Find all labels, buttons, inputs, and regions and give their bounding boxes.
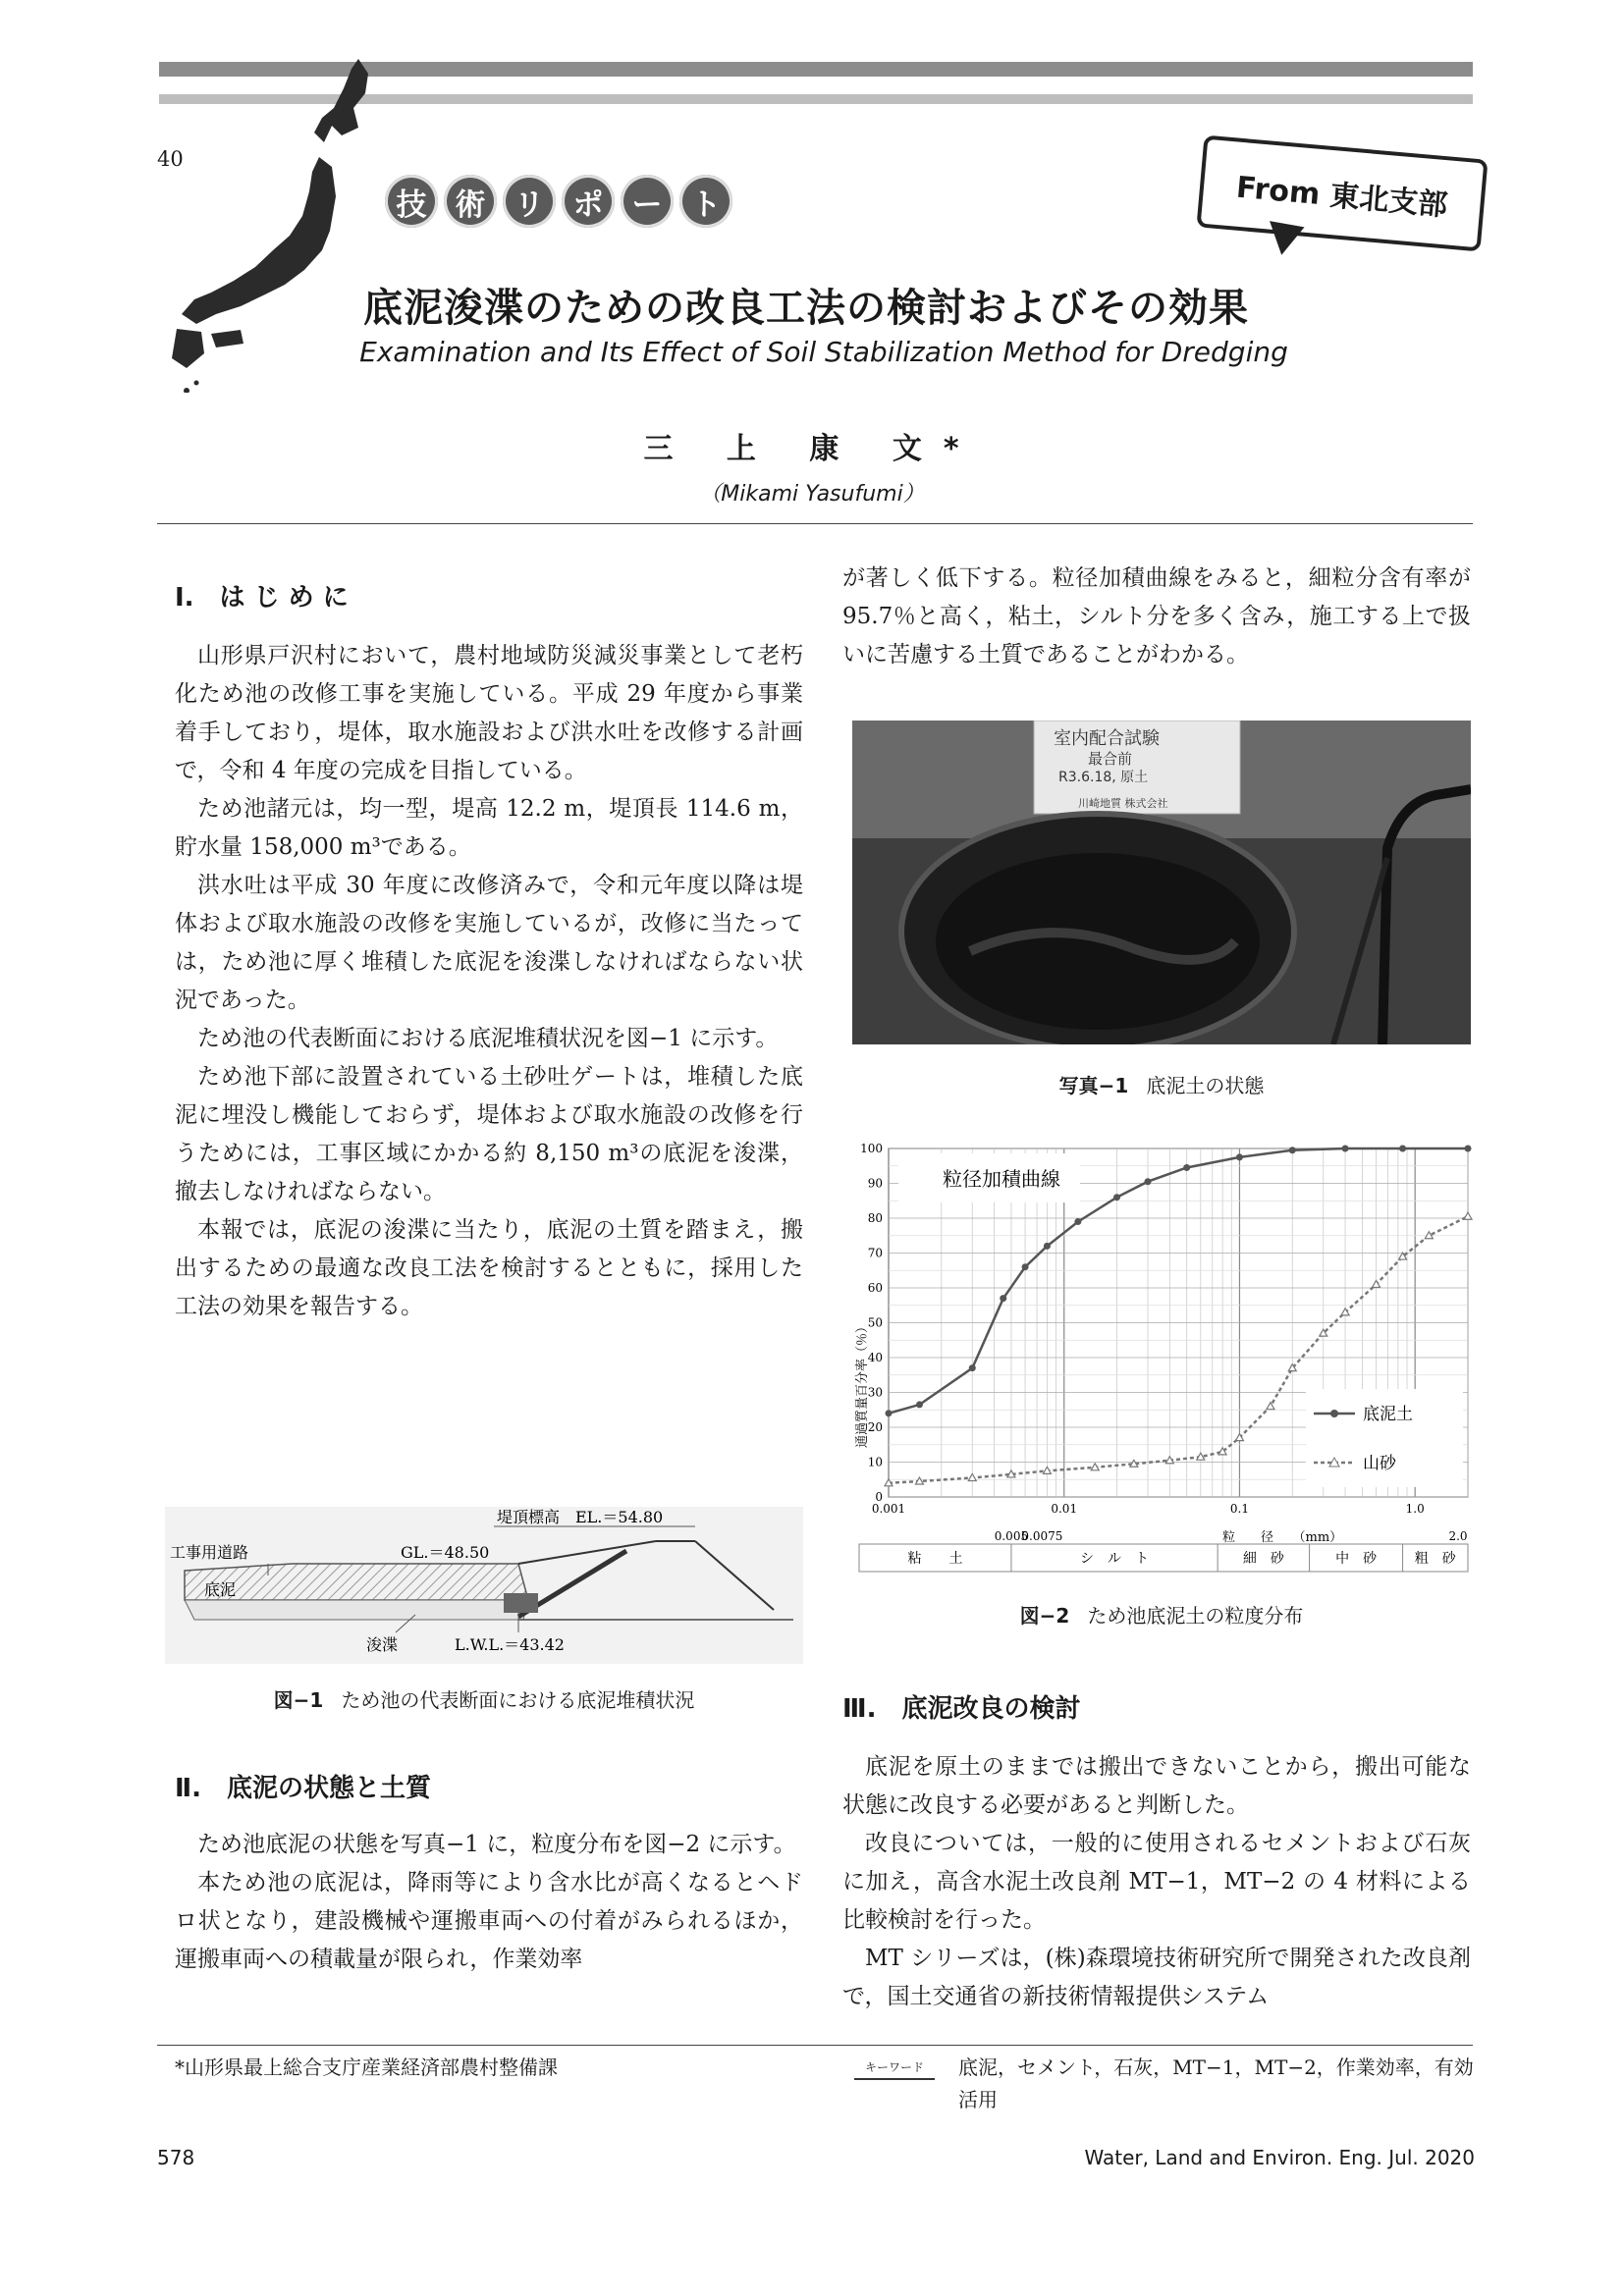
left-column-text-2 — [175, 1770, 803, 1979]
photo-1-caption — [852, 1070, 1471, 1098]
data-point — [916, 1401, 923, 1408]
sign-line-3: R3.6.18, 原土 — [1058, 770, 1149, 785]
soil-class-label: 細 砂 — [1242, 1551, 1284, 1567]
data-point — [1465, 1146, 1472, 1152]
right-column-text — [842, 560, 1471, 674]
paragraph: 本ため池の底泥は，降雨等により含水比が高くなるとヘドロ状となり，建設機械や運搬車両への付着がみられるほか，運搬車両への積載量が限られ，作業効率 — [175, 1870, 803, 1972]
photo-1-mud-sample — [852, 721, 1471, 1044]
paragraph: 底泥を原土のままでは搬出できないことから，搬出可能な状態に改良する必要があると判断した。 — [842, 1754, 1471, 1818]
badge-char: ポ — [562, 175, 615, 228]
page-number-top: 40 — [157, 147, 184, 171]
keywords-icon: キーワード — [854, 2058, 935, 2080]
label-mud: 底泥 — [204, 1580, 237, 1599]
keywords-list: 底泥，セメント，石灰，MT−1，MT−2，作業効率，有効活用 — [958, 2056, 1474, 2111]
page-number-bottom: 578 — [157, 2146, 195, 2169]
chart-xlabel: 粒 径 （mm） — [1222, 1530, 1343, 1545]
badge-char: 技 — [385, 175, 438, 228]
title-english: Examination and Its Effect of Soil Stabilization Method for Dredging — [359, 336, 1288, 368]
soil-class-label: シ ル ト — [1080, 1551, 1150, 1567]
y-tick-label: 20 — [867, 1420, 883, 1434]
soil-class-label: 中 砂 — [1335, 1551, 1378, 1567]
right-column-text-2 — [842, 1690, 1471, 2016]
paragraph: 洪水吐は平成 30 年度に改修済みで，令和元年度以降は堤体および取水施設の改修を実施しているが，改修に当たっては，ため池に厚く堆積した底泥を浚渫しなければならない状況であった。 — [175, 873, 803, 1013]
data-point — [886, 1410, 893, 1416]
author-romaji: （Mikami Yasufumi） — [699, 482, 925, 507]
paragraph-continued: が著しく低下する。粒径加積曲線をみると，細粒分含有率が 95.7％と高く，粘土，シルト分を多く含み，施工する上で扱いに苦慮する土質であることがわかる。 — [842, 565, 1471, 667]
paragraph: ため池下部に設置されている土砂吐ゲートは，堆積した底泥に埋没し機能しておらず，堤体および取水施設の改修を行うためには，工事区域にかかる約 8,150 m³の底泥を浚渫，撤去しなければならない。 — [175, 1064, 803, 1204]
legend-label: 底泥土 — [1363, 1405, 1413, 1424]
y-tick-label: 100 — [860, 1142, 883, 1155]
y-tick-label: 60 — [867, 1281, 883, 1295]
legend-label: 山砂 — [1363, 1454, 1396, 1473]
y-tick-label: 10 — [867, 1455, 883, 1469]
data-point — [969, 1364, 976, 1371]
label-dredging: 浚渫 — [366, 1635, 399, 1654]
paragraph: 改良については，一般的に使用されるセメントおよび石灰に加え，高含水泥土改良剤 MT−1，MT−2 の 4 材料による比較検討を行った。 — [842, 1831, 1471, 1933]
data-point — [1399, 1146, 1406, 1152]
paragraph: ため池諸元は，均一型，堤高 12.2 m，堤頂長 114.6 m，貯水量 158,000 m³である。 — [175, 796, 803, 860]
caption-label: 写真−1 — [1058, 1074, 1129, 1097]
tech-report-badges — [385, 175, 732, 236]
y-tick-label: 80 — [867, 1211, 883, 1225]
caption-text: ため池底泥土の粒度分布 — [1087, 1604, 1304, 1628]
sign-line-2: 最合前 — [1088, 750, 1133, 768]
y-tick-label: 40 — [867, 1351, 883, 1364]
sign-line-1: 室内配合試験 — [1054, 728, 1160, 749]
paragraph: ため池底泥の状態を写真−1 に，粒度分布を図−2 に示す。 — [197, 1832, 796, 1857]
data-point — [1022, 1263, 1029, 1270]
badge-char: ト — [679, 175, 732, 228]
author-affiliation-footnote: *山形県最上総合支庁産業経済部農村整備課 — [175, 2056, 558, 2079]
caption-label: 図−1 — [273, 1688, 324, 1712]
data-point — [1113, 1194, 1120, 1201]
data-point — [1074, 1218, 1081, 1225]
badge-char: ー — [621, 175, 674, 228]
chart-legend — [1306, 1389, 1463, 1487]
paragraph: ため池の代表断面における底泥堆積状況を図−1 に示す。 — [197, 1026, 779, 1051]
author-name: 三 上 康 文* — [643, 432, 981, 466]
x-tick-label: 0.01 — [1051, 1502, 1078, 1516]
chart-ylabel: 通過質量百分率（％） — [855, 1319, 870, 1449]
y-tick-label: 70 — [867, 1246, 883, 1260]
y-tick-label: 0 — [875, 1490, 883, 1504]
paragraph: 本報では，底泥の浚渫に当たり，底泥の土質を踏まえ，搬出するための最適な改良工法を検討するとともに，採用した工法の効果を報告する。 — [175, 1217, 804, 1319]
label-ground-level: GL.＝48.50 — [401, 1543, 490, 1562]
label-work-road: 工事用道路 — [170, 1543, 249, 1562]
x-tick-label: 0.1 — [1229, 1502, 1250, 1516]
legend-marker — [1330, 1410, 1338, 1417]
section-1-heading: Ⅰ. は じ め に — [175, 583, 349, 613]
sign-company: 川崎地質 株式会社 — [1078, 797, 1168, 810]
data-point — [1342, 1146, 1349, 1152]
data-point — [1289, 1147, 1296, 1153]
caption-text: 底泥土の状態 — [1146, 1074, 1265, 1097]
badge-char: 術 — [444, 175, 497, 228]
figure-1-cross-section — [165, 1507, 803, 1664]
chart-title: 粒径加積曲線 — [943, 1167, 1060, 1191]
x-boundary-label: 0.0075 — [1021, 1529, 1063, 1543]
data-point — [1000, 1295, 1006, 1302]
journal-name: Water, Land and Environ. Eng. Jul. 2020 — [1084, 2146, 1475, 2169]
y-tick-label: 90 — [867, 1176, 883, 1191]
figure-2-grain-size-chart — [844, 1124, 1473, 1575]
badge-char: リ — [503, 175, 556, 228]
paragraph: MT シリーズは，(株)森環境技術研究所で開発された改良剤で，国土交通省の新技術情報提供システム — [842, 1946, 1471, 2009]
header-rule — [157, 523, 1473, 524]
data-point — [1236, 1153, 1243, 1160]
label-lwl: L.W.L.＝43.42 — [455, 1635, 565, 1654]
data-point — [1145, 1178, 1152, 1185]
x-tick-label: 0.001 — [871, 1502, 906, 1516]
section-2-heading: Ⅱ. 底泥の状態と土質 — [175, 1774, 432, 1803]
x-tick-label: 1.0 — [1405, 1502, 1425, 1516]
x-boundary-label: 2.0 — [1448, 1529, 1468, 1543]
caption-text: ため池の代表断面における底泥堆積状況 — [341, 1688, 695, 1712]
paragraph: 山形県戸沢村において，農村地域防災減災事業として老朽化ため池の改修工事を実施している。平成 29 年度から事業着手しており，堤体，取水施設および洪水吐を改修する計画で，令和 4 年度の完成を目指している。 — [175, 643, 804, 783]
data-point — [1044, 1243, 1051, 1250]
caption-label: 図−2 — [1019, 1604, 1070, 1628]
soil-class-label: 粗 砂 — [1414, 1551, 1456, 1567]
figure-2-caption — [852, 1600, 1471, 1629]
speech-bubble-tail — [1264, 221, 1304, 258]
y-tick-label: 30 — [867, 1385, 883, 1400]
label-crest-elevation: 堤頂標高 EL.＝54.80 — [497, 1508, 664, 1526]
title-japanese: 底泥浚渫のための改良工法の検討およびその効果 — [363, 286, 1249, 331]
data-point — [1183, 1164, 1190, 1171]
left-column-text — [175, 579, 803, 1326]
x-boundary-label: 0.005 — [994, 1529, 1029, 1543]
from-branch-label: From 東北支部 — [1196, 135, 1488, 252]
footnote-rule — [157, 2045, 1473, 2046]
y-tick-label: 50 — [867, 1315, 883, 1330]
section-3-heading: Ⅲ. 底泥改良の検討 — [842, 1694, 1081, 1724]
figure-1-caption — [165, 1684, 803, 1713]
soil-class-label: 粘 土 — [907, 1551, 963, 1567]
